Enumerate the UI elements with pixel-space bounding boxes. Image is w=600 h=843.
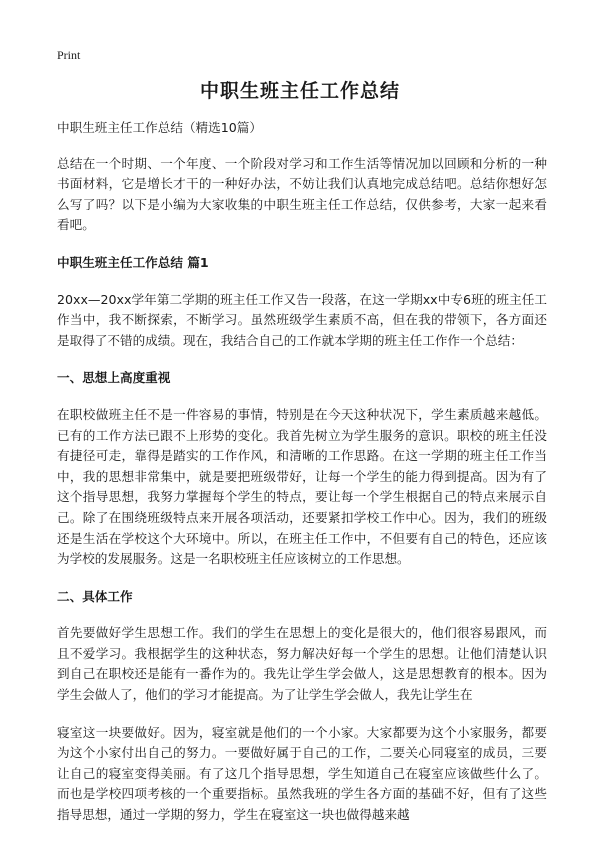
article-subtitle: 中职生班主任工作总结（精选10篇） xyxy=(57,120,262,135)
section1-paragraph: 20xx—20xx学年第二学期的班主任工作又告一段落，在这一学期xx中专6班的班主任工作当中，我不断探索，不断学习。虽然班级学生素质不高，但在我的带领下，各方面还是取得了不错的成绩。现在，我结合自己的工作就本学期的班主任工作作一个总结： xyxy=(57,291,547,348)
heading-work: 二、具体工作 xyxy=(57,588,133,604)
work-paragraph: 首先要做好学生思想工作。我们的学生在思想上的变化是很大的，他们很容易跟风，而且不爱学习。我根据学生的这种状态，努力解决好每一个学生的思想。让他们清楚认识到自己在职校还是能有一番作为的。我先让学生学会做人，这是思想教育的根本。因为学生会做人了，他们的学习才能提高。为了让学生学会做人，我先让学生在 xyxy=(57,625,547,703)
intro-paragraph: 总结在一个时期、一个年度、一个阶段对学习和工作生活等情况加以回顾和分析的一种书面材料，它是增长才干的一种好办法，不妨让我们认真地完成总结吧。总结你想好怎么写了吗？以下是小编为大家收集的中职生班主任工作总结，仅供参考，大家一起来看看吧。 xyxy=(57,155,547,233)
thought-paragraph: 在职校做班主任不是一件容易的事情，特别是在今天这种状况下，学生素质越来越低。已有的工作方法已跟不上形势的变化。我首先树立为学生服务的意识。职校的班主任没有捷径可走，靠得是踏实的工作作风，和清晰的工作思路。在这一学期的班主任工作当中，我的思想非常集中，就是要把班级带好，让每一个学生的能力得到提高。因为有了这个指导思想，我努力掌握每个学生的特点，要让每一个学生根据自己的特点来展示自己。除了在围绕班级特点来开展各项活动，还要紧扣学校工作中心。因为，我们的班级还是生活在学校这个大环境中。所以，在班主任工作中，不但要有自己的特色，还应该为学校的发展服务。这是一名职校班主任应该树立的工作思想。 xyxy=(57,406,547,567)
print-link[interactable]: Print xyxy=(57,48,81,62)
heading-thought: 一、思想上高度重视 xyxy=(57,370,171,386)
section-heading-1: 中职生班主任工作总结 篇1 xyxy=(57,254,209,270)
page-title: 中职生班主任工作总结 xyxy=(199,80,400,102)
dorm-paragraph: 寝室这一块要做好。因为，寝室就是他们的一个小家。大家都要为这个小家服务，都要为这个小家付出自己的努力。一要做好属于自己的工作，二要关心同寝室的成员，三要让自己的寝室变得美丽。有了这几个指导思想，学生知道自己在寝室应该做些什么了。而也是学校四项考核的一个重要指标。虽然我班的学生各方面的基础不好，但有了这些指导思想，通过一学期的努力，学生在寝室这一块也做得越来越 xyxy=(57,724,547,823)
article-body xyxy=(57,118,547,843)
